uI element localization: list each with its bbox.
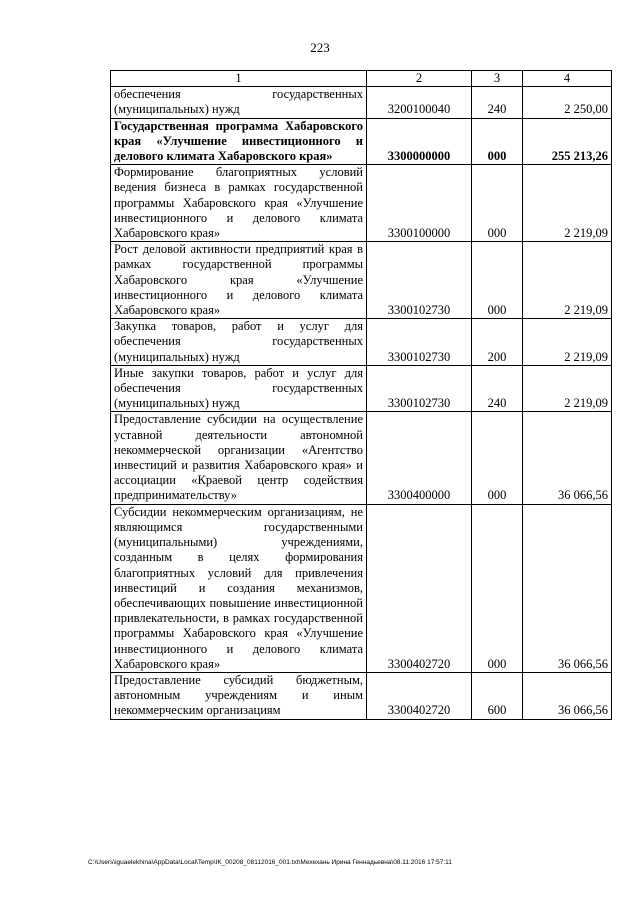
- row-description: Закупка товаров, работ и услуг для обеспечения государственных (муниципальных) нужд: [111, 319, 367, 366]
- row-target-code: 3300402720: [367, 672, 472, 719]
- row-expense-type: 000: [472, 504, 523, 672]
- row-expense-type: 240: [472, 365, 523, 412]
- row-target-code: 3300402720: [367, 504, 472, 672]
- row-expense-type: 200: [472, 319, 523, 366]
- table-row: [111, 242, 612, 319]
- row-expense-type: 000: [472, 242, 523, 319]
- row-expense-type: 000: [472, 118, 523, 165]
- budget-table: [110, 70, 612, 720]
- page-number: 223: [310, 40, 330, 55]
- file-path-footer: C:\Users\iguaelekhina\AppData\Local\Temp\IK_00208_08112016_001.txt\Мехехань Ирина Геннадьевна\08.11.2016 17:57:11: [88, 859, 452, 866]
- row-target-code: 3300102730: [367, 319, 472, 366]
- row-target-code: 3300100000: [367, 165, 472, 242]
- row-target-code: 3300000000: [367, 118, 472, 165]
- row-description: Предоставление субсидий бюджетным, автономным учреждениям и иным некоммерческим организациям: [111, 672, 367, 719]
- row-target-code: 3300102730: [367, 365, 472, 412]
- table-row: [111, 504, 612, 672]
- header-col-3: 3: [472, 71, 523, 87]
- row-expense-type: 000: [472, 165, 523, 242]
- table-row: [111, 87, 612, 118]
- table-row: [111, 672, 612, 719]
- row-expense-type: 240: [472, 87, 523, 118]
- table-header-row: [111, 71, 612, 87]
- row-description: Рост деловой активности предприятий края в рамках государственной программы Хабаровского края «Улучшение инвестиционного и делового климата Хабаровского края»: [111, 242, 367, 319]
- table-row: [111, 118, 612, 165]
- row-description: Государственная программа Хабаровского края «Улучшение инвестиционного и делового климата Хабаровского края»: [111, 118, 367, 165]
- row-description: Формирование благоприятных условий ведения бизнеса в рамках государственной программы Хабаровского края «Улучшение инвестиционного и делового климата Хабаровского края»: [111, 165, 367, 242]
- row-amount: 2 219,09: [523, 365, 612, 412]
- table-row: [111, 412, 612, 504]
- row-amount: 36 066,56: [523, 412, 612, 504]
- header-col-4: 4: [523, 71, 612, 87]
- row-target-code: 3300102730: [367, 242, 472, 319]
- row-amount: 2 219,09: [523, 165, 612, 242]
- row-amount: 255 213,26: [523, 118, 612, 165]
- row-target-code: 3200100040: [367, 87, 472, 118]
- row-amount: 2 250,00: [523, 87, 612, 118]
- row-amount: 2 219,09: [523, 242, 612, 319]
- table-row: [111, 365, 612, 412]
- row-amount: 36 066,56: [523, 504, 612, 672]
- row-amount: 36 066,56: [523, 672, 612, 719]
- table-row: [111, 319, 612, 366]
- row-target-code: 3300400000: [367, 412, 472, 504]
- table-row: [111, 165, 612, 242]
- row-description: обеспечения государственных (муниципальных) нужд: [111, 87, 367, 118]
- row-expense-type: 000: [472, 412, 523, 504]
- header-col-1: 1: [111, 71, 367, 87]
- row-description: Субсидии некоммерческим организациям, не являющимся государственными (муниципальными) учреждениями, созданным в целях формирования благоприятных условий для привлечения инвестиций и создания механизмов, обеспечивающих повышение инвестиционной привлекательности, в рамках государственной программы Хабаровского края «Улучшение инвестиционного и делового климата Хабаровского края»: [111, 504, 367, 672]
- row-description: Иные закупки товаров, работ и услуг для обеспечения государственных (муниципальных) нужд: [111, 365, 367, 412]
- row-description: Предоставление субсидии на осуществление уставной деятельности автономной некоммерческой организации «Агентство инвестиций и развития Хабаровского края» и ассоциации «Краевой центр содействия предпринимательству»: [111, 412, 367, 504]
- row-amount: 2 219,09: [523, 319, 612, 366]
- row-expense-type: 600: [472, 672, 523, 719]
- header-col-2: 2: [367, 71, 472, 87]
